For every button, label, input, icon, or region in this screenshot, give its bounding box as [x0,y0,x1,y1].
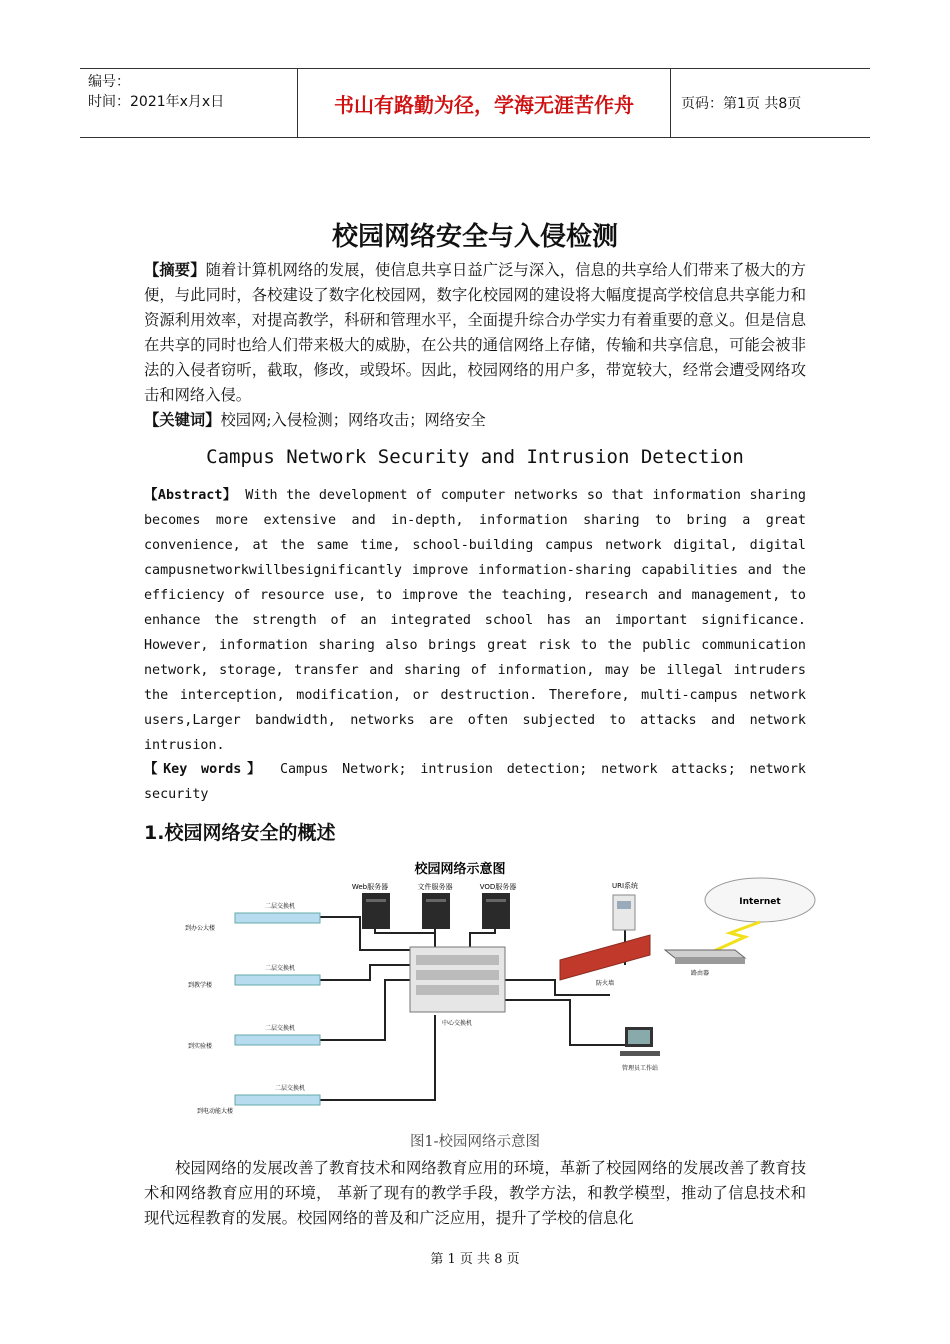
router-icon [665,950,745,977]
number-label: 编号： [88,74,130,90]
abstract-en [144,483,806,758]
l2-switch-1 [185,902,320,932]
switch-label-3: 二层交换机 [264,1025,296,1032]
server-web [352,882,390,929]
switch-label-4: 二层交换机 [274,1085,306,1092]
l2-switch-4 [197,1084,320,1115]
core-switch-icon [410,947,505,1027]
admin-workstation-icon [620,1027,660,1072]
uri-label: URI系统 [611,882,639,890]
firewall-icon [560,935,650,987]
body-text: 校园网络的发展改善了教育技术和网络教育应用的环境，革新了校园网络的发展改善了教育技术和网络教育应用的环境， 革新了现有的教学手段，教学方法，和教学模型，推动了信息技术和现代远程教育的发展。校园网络的普及和广泛应用，提升了学校的信息化 [144,1159,806,1227]
admin-label: 管理员工作站 [621,1065,659,1072]
document-title: 校园网络安全与入侵检测 [331,222,618,252]
building-label-4: 到电动能大楼 [196,1108,234,1115]
keywords-cn [144,408,806,433]
section-heading: 1.校园网络安全的概述 [144,822,336,844]
switch-label-1: 二层交换机 [264,903,296,910]
uri-system [612,881,638,930]
server-vod-label: VOD服务器 [479,883,517,891]
building-label-1: 到办公大楼 [184,925,216,932]
core-switch-label: 中心交换机 [441,1020,473,1027]
keywords-cn-label: 【关键词】 [144,411,221,429]
server-file-label: 文件服务器 [417,883,453,891]
abstract-cn-label: 【摘要】 [144,261,206,279]
abstract-cn-text: 随着计算机网络的发展，使信息共享日益广泛与深入，信息的共享给人们带来了极大的方便，与此同时，各校建设了数字化校园网，数字化校园网的建设将大幅度提高学校信息共享能力和资源利用效率，对提高教学，科研和管理水平，全面提升综合办学实力有着重要的意义。但是信息在共享的同时也给人们带来极大的威胁，在公共的通信网络上存储，传输和共享信息，可能会被非法的入侵者窃听，截取，修改，或毁坏。因此，校园网络的用户多，带宽较大，经常会遭受网络攻击和网络入侵。 [144,261,806,404]
internet-cloud [705,878,815,922]
abstract-en-text: With the development of computer networks so that information sharing becomes more extensive and in-depth, information sharing to bring a great convenience, at the same time, school-building campus network digital, digital campusnetworkwillbesignificantly improve information-sharing capabilities and the efficiency of resource use, to improve the teaching, research and management, to enhance the strength of an integrated school has an important significance. However, information sharing also brings great risk to the public communication network, storage, transfer and sharing of information, may be illegal intruders the interception, modification, or destruction. Therefore, multi-campus network users,Larger bandwidth, networks are often subjected to attacks and network intrusion. [144,488,806,753]
figure-caption: 图1-校园网络示意图 [409,1134,541,1150]
english-title: Campus Network Security and Intrusion Detection [206,446,744,468]
network-diagram [170,855,830,1120]
page-footer: 第 1 页 共 8 页 [430,1252,520,1267]
router-label: 路由器 [690,970,710,977]
l2-switch-3 [188,1024,320,1050]
body-paragraph [144,1156,806,1231]
building-label-2: 到教学楼 [187,982,213,989]
motto: 书山有路勤为径，学海无涯苦作舟 [298,69,671,137]
server-web-label: Web服务器 [351,883,389,891]
keywords-en-text: Campus Network; intrusion detection; network attacks; network security [144,762,806,802]
header-meta [80,69,298,137]
server-file [418,882,453,929]
firewall-label: 防火墙 [595,980,615,987]
time-label: 时间：2021年x月x日 [88,94,225,110]
keywords-en-label: 【Key words】 [144,762,267,777]
abstract-cn [144,258,806,408]
header-table [80,68,870,138]
l2-switch-2 [188,964,320,989]
diagram-title: 校园网络示意图 [414,862,506,877]
keywords-en [144,757,806,807]
internet-label: Internet [739,897,781,907]
page-info: 页码：第1页 共8页 [681,96,802,112]
abstract-en-label: 【Abstract】 [144,488,237,503]
keywords-cn-text: 校园网;入侵检测；网络攻击；网络安全 [220,411,486,429]
server-vod [480,882,517,929]
switch-label-2: 二层交换机 [264,965,296,972]
building-label-3: 到实验楼 [187,1043,213,1050]
